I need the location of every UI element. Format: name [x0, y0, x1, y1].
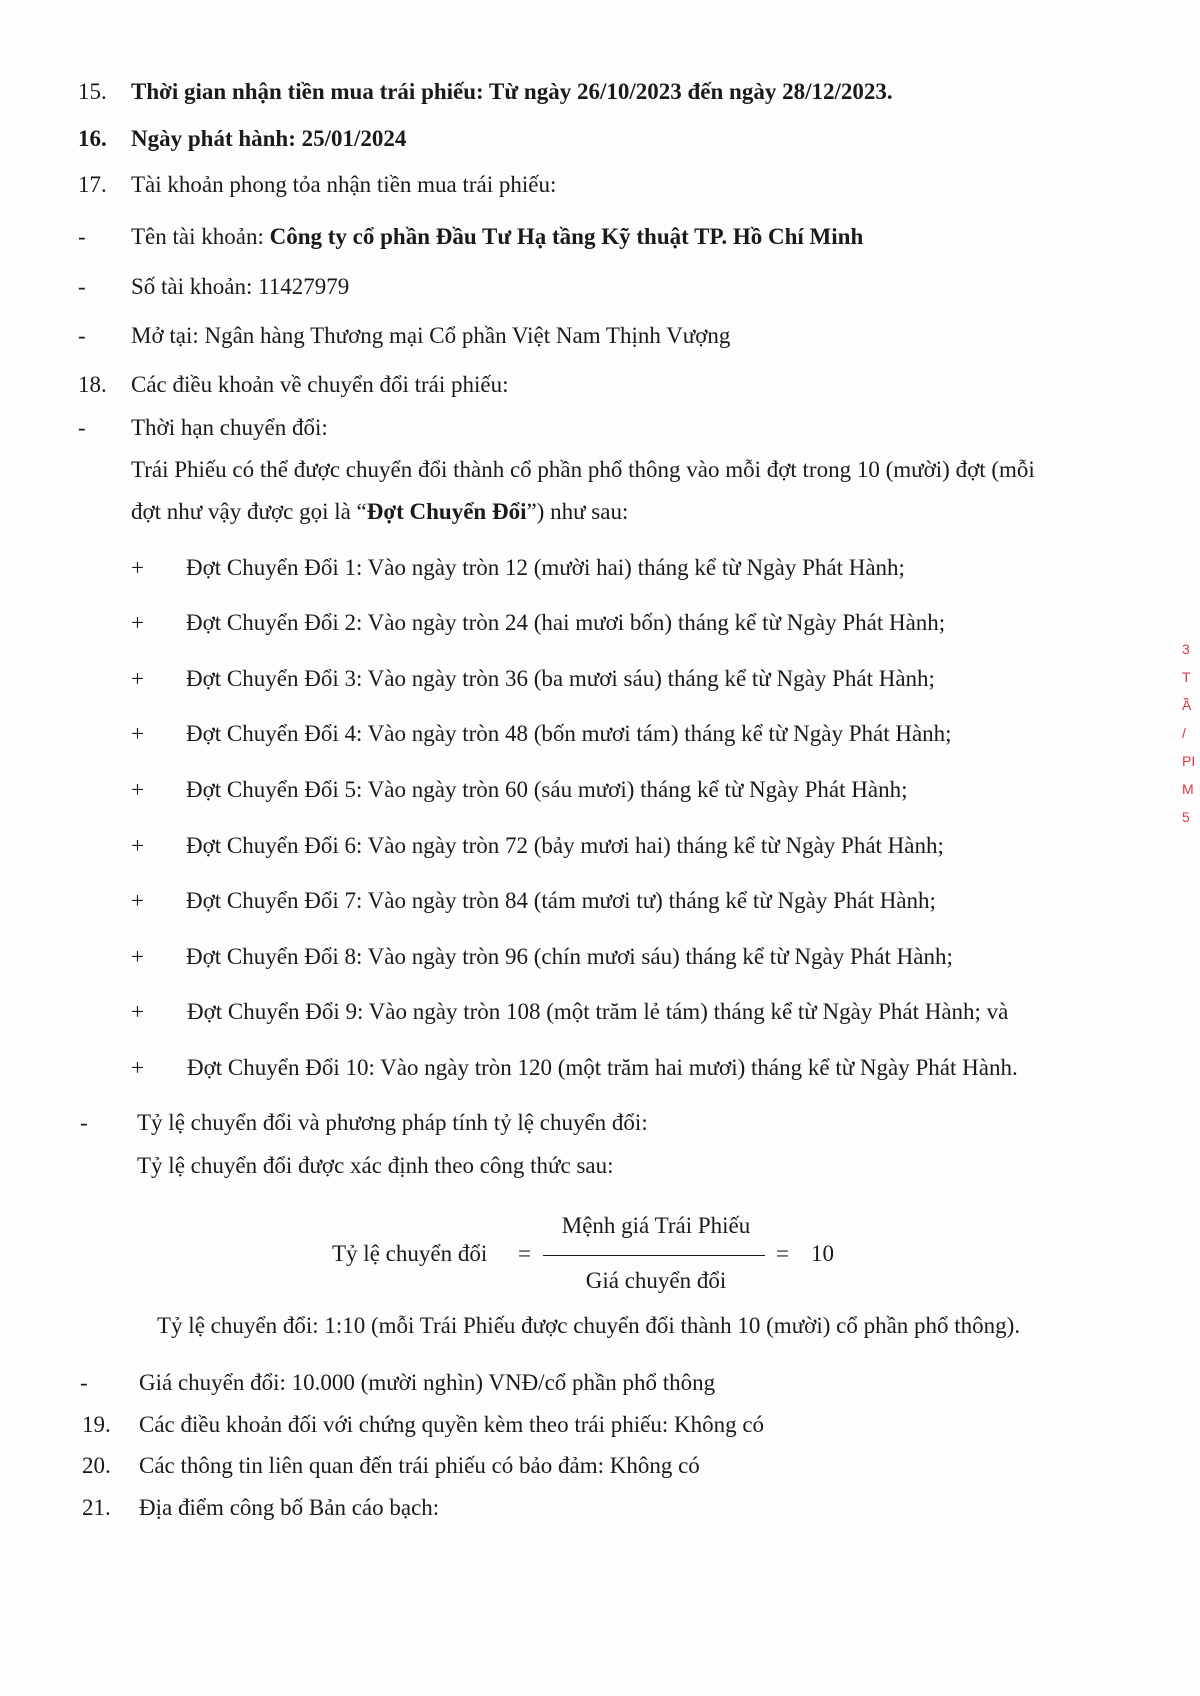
item-number: 19. [82, 1412, 111, 1437]
formula-result: 10 [811, 1241, 834, 1266]
conversion-period-text: Thời hạn chuyển đổi: [131, 415, 328, 440]
formula-equals-2: = [776, 1241, 789, 1266]
round-text: Đợt Chuyển Đổi 2: Vào ngày tròn 24 (hai mươi bốn) tháng kể từ Ngày Phát Hành; [186, 610, 946, 635]
round-text: Đợt Chuyển Đổi 7: Vào ngày tròn 84 (tám mươi tư) tháng kể từ Ngày Phát Hành; [186, 888, 936, 913]
item-text: Các điều khoản đối với chứng quyền kèm theo trái phiếu: Không có [139, 1412, 765, 1437]
round-text: Đợt Chuyển Đổi 5: Vào ngày tròn 60 (sáu mươi) tháng kể từ Ngày Phát Hành; [186, 777, 908, 802]
intro-part-a: đợt như vậy được gọi là “ [131, 499, 367, 524]
dash-bullet: - [78, 415, 86, 440]
conversion-intro-text-2 [131, 497, 628, 527]
stamp-fragment-2: T [1182, 669, 1191, 685]
stamp-fragment-5: PI [1182, 753, 1196, 769]
round-text: Đợt Chuyển Đổi 6: Vào ngày tròn 72 (bảy mươi hai) tháng kể từ Ngày Phát Hành; [186, 833, 944, 858]
dash-bullet: - [80, 1110, 88, 1135]
item-text: Tài khoản phong tỏa nhận tiền mua trái phiếu: [131, 172, 557, 197]
plus-bullet: + [131, 944, 144, 969]
conversion-price-text: Giá chuyển đổi: 10.000 (mười nghìn) VNĐ/cổ phần phổ thông [139, 1370, 716, 1395]
intro-part-c: ”) như sau: [526, 499, 629, 524]
item-number: 18. [78, 372, 107, 397]
round-text: Đợt Chuyển Đổi 8: Vào ngày tròn 96 (chín mươi sáu) tháng kể từ Ngày Phát Hành; [186, 944, 953, 969]
dash-bullet: - [78, 323, 86, 348]
fraction-bar [543, 1255, 765, 1256]
dash-bullet: - [78, 224, 86, 249]
round-text: Đợt Chuyển Đổi 3: Vào ngày tròn 36 (ba mươi sáu) tháng kể từ Ngày Phát Hành; [186, 666, 935, 691]
stamp-fragment-7: 5 [1182, 809, 1190, 825]
conversion-intro-text: Trái Phiếu có thể được chuyển đổi thành cổ phần phổ thông vào mỗi đợt trong 10 (mười) đợt (mỗi [131, 457, 1035, 482]
round-text: Đợt Chuyển Đổi 10: Vào ngày tròn 120 (một trăm hai mươi) tháng kể từ Ngày Phát Hành. [187, 1055, 1018, 1080]
plus-bullet: + [131, 721, 144, 746]
ratio-result-text: Tỷ lệ chuyển đổi: 1:10 (mỗi Trái Phiếu được chuyển đổi thành 10 (mười) cổ phần phổ thông). [157, 1313, 1021, 1338]
stamp-fragment-1: 3 [1182, 641, 1190, 657]
ratio-intro-text: Tỷ lệ chuyển đổi được xác định theo công thức sau: [137, 1153, 614, 1178]
plus-bullet: + [131, 555, 144, 580]
item-number: 20. [82, 1453, 111, 1478]
plus-bullet: + [131, 610, 144, 635]
account-number-text: Số tài khoản: 11427979 [131, 274, 350, 299]
round-text: Đợt Chuyển Đổi 9: Vào ngày tròn 108 (một trăm lẻ tám) tháng kể từ Ngày Phát Hành; và [187, 999, 1009, 1024]
item-number: 15. [78, 79, 107, 104]
item-text: Ngày phát hành: 25/01/2024 [131, 126, 407, 151]
account-name-text [131, 222, 863, 252]
plus-bullet: + [131, 1055, 144, 1080]
plus-bullet: + [131, 833, 144, 858]
plus-bullet: + [131, 999, 144, 1024]
account-bank-text: Mở tại: Ngân hàng Thương mại Cổ phần Việt Nam Thịnh Vượng [131, 323, 731, 348]
dash-bullet: - [80, 1370, 88, 1395]
item-number: 16. [78, 126, 107, 151]
item-number: 17. [78, 172, 107, 197]
account-name-label: Tên tài khoản: [131, 224, 270, 249]
formula-numerator: Mệnh giá Trái Phiếu [561, 1213, 751, 1238]
stamp-fragment-3: Ầ [1182, 697, 1192, 713]
item-text: Thời gian nhận tiền mua trái phiếu: Từ ngày 26/10/2023 đến ngày 28/12/2023. [131, 79, 893, 104]
plus-bullet: + [131, 777, 144, 802]
red-stamp-fragment [1182, 635, 1200, 835]
ratio-heading-text: Tỷ lệ chuyển đổi và phương pháp tính tỷ lệ chuyển đổi: [137, 1110, 648, 1135]
round-text: Đợt Chuyển Đổi 1: Vào ngày tròn 12 (mười hai) tháng kể từ Ngày Phát Hành; [186, 555, 905, 580]
plus-bullet: + [131, 888, 144, 913]
formula-equals: = [518, 1241, 531, 1266]
dash-bullet: - [78, 274, 86, 299]
plus-bullet: + [131, 666, 144, 691]
item-number: 21. [82, 1495, 111, 1520]
account-name-value: Công ty cổ phần Đầu Tư Hạ tầng Kỹ thuật TP. Hồ Chí Minh [269, 224, 864, 249]
formula-label: Tỷ lệ chuyển đổi [332, 1241, 488, 1266]
formula-denominator: Giá chuyển đổi [585, 1268, 727, 1293]
round-text: Đợt Chuyển Đổi 4: Vào ngày tròn 48 (bốn mươi tám) tháng kể từ Ngày Phát Hành; [186, 721, 952, 746]
item-text: Các thông tin liên quan đến trái phiếu có bảo đảm: Không có [139, 1453, 700, 1478]
stamp-fragment-6: M [1182, 781, 1194, 797]
stamp-fragment-4: / [1182, 725, 1186, 741]
intro-defined-term: Đợt Chuyển Đổi [366, 499, 527, 524]
item-text: Địa điểm công bố Bản cáo bạch: [139, 1495, 440, 1520]
item-text: Các điều khoản về chuyển đổi trái phiếu: [131, 372, 509, 397]
